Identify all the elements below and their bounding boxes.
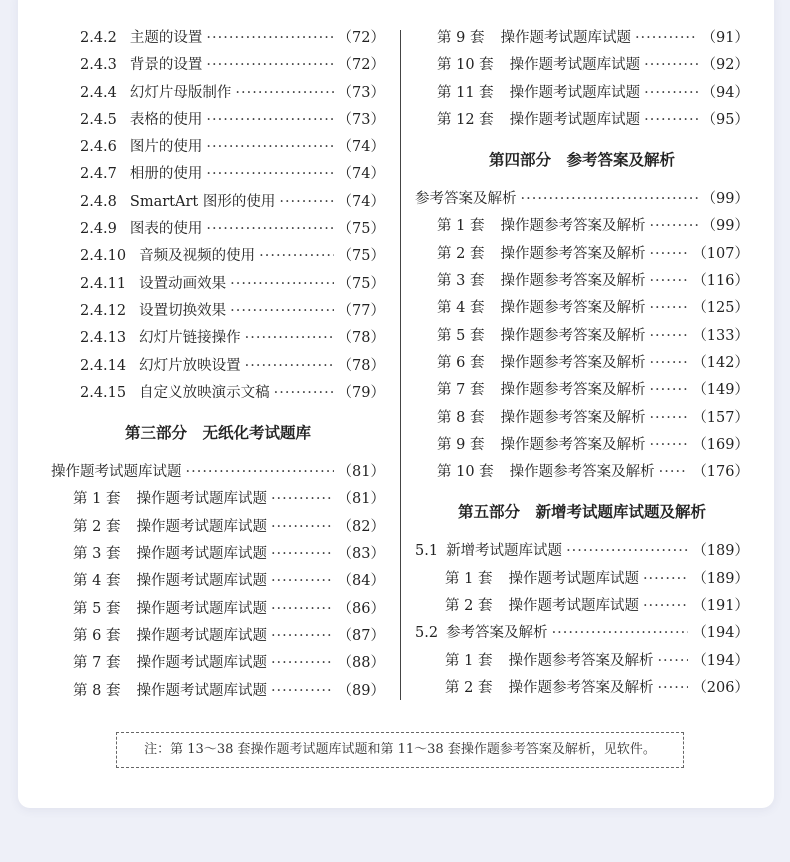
toc-entry[interactable] [51,25,385,52]
toc-entry-page: （189） [692,543,749,560]
column-divider [400,30,401,700]
toc-entry-number: 第 8 套 [437,409,485,426]
toc-entry-page: （87） [337,627,385,644]
toc-entry[interactable] [51,161,385,188]
toc-entry-page: （191） [692,598,749,615]
toc-entry-title: 操作题参考答案及解析 [500,354,646,371]
toc-entry-number: 第 7 套 [437,382,485,399]
toc-entry-title: 设置动画效果 [139,275,227,292]
toc-entry-page: （99） [701,218,749,235]
toc-entry[interactable] [51,596,385,623]
toc-entry-page: （99） [701,191,749,208]
toc-entry-page: （81） [337,491,385,508]
toc-entry-page: （91） [701,30,749,46]
toc-entry-page: （88） [337,655,385,672]
toc-entry-title: 操作题参考答案及解析 [508,679,654,696]
toc-entry-page: （157） [692,409,749,426]
toc-entry-page: （74） [337,166,385,183]
toc-entry-title: SmartArt 图形的使用 [129,193,276,210]
toc-entry-page: （189） [692,570,749,587]
toc-entry-title: 操作题参考答案及解析 [500,382,646,399]
toc-entry-number: 2.4.2 [80,30,117,46]
toc-entry-number: 第 2 套 [437,245,485,262]
toc-entry-number: 2.4.9 [80,221,117,238]
toc-entry-page: （194） [692,625,749,642]
toc-entry[interactable] [51,52,385,79]
toc-entry-page: （86） [337,600,385,617]
leader-dots [649,213,697,240]
toc-entry-number: 第 2 套 [445,598,493,615]
leader-dots [186,459,334,486]
toc-entry-page: （95） [701,111,749,128]
toc-entry-number: 第 10 套 [437,57,494,74]
toc-entry-title: 操作题参考答案及解析 [500,218,646,235]
toc-entry-title: 背景的设置 [129,57,203,74]
toc-entry-title: 操作题考试题库试题 [500,30,631,46]
toc-entry-page: （72） [337,30,385,46]
toc-entry[interactable] [415,675,749,702]
toc-entry-page: （74） [337,139,385,156]
toc-entry-title: 操作题考试题库试题 [136,682,267,699]
toc-entry[interactable] [51,298,385,325]
leader-dots [271,596,334,623]
toc-entry[interactable] [415,268,749,295]
toc-entry-title: 图片的使用 [129,139,203,156]
toc-entry-number: 第 8 套 [73,682,121,699]
toc-entry-title: 操作题考试题库试题 [136,655,267,672]
toc-entry-page: （169） [692,436,749,453]
toc-entry-number: 第 5 套 [73,600,121,617]
toc-entry-page: （73） [337,111,385,128]
toc-entry-title: 操作题考试题库试题 [136,518,267,535]
toc-entry-page: （75） [337,221,385,238]
leader-dots [657,675,688,702]
toc-entry-title: 操作题考试题库试题 [509,111,641,128]
toc-entry-number: 第 2 套 [445,679,493,696]
toc-entry-page: （142） [692,354,749,371]
leader-dots [206,161,333,188]
toc-entry-page: （116） [692,273,749,290]
leader-dots [649,241,688,268]
toc-list-part3 [51,486,385,704]
toc-list-5-1 [415,566,749,621]
toc-entry[interactable] [415,350,749,377]
leader-dots [644,52,697,79]
leader-dots [271,678,334,705]
leader-dots [230,298,333,325]
toc-entry-number: 第 4 套 [437,300,485,317]
toc-entry-page: （84） [337,573,385,590]
toc-entry[interactable] [415,25,749,52]
toc-entry-title: 操作题参考答案及解析 [508,652,654,669]
toc-list-2-4 [51,25,385,407]
toc-entry-page: （194） [692,652,749,669]
leader-dots [644,80,697,107]
toc-entry-number: 第 3 套 [73,546,121,563]
toc-entry-page: （94） [701,84,749,101]
toc-entry-title: 操作题参考答案及解析 [500,300,646,317]
toc-entry-number: 第 5 套 [437,327,485,344]
toc-list-part4 [415,213,749,486]
leader-dots [271,650,334,677]
toc-entry-page: （75） [337,248,385,265]
toc-entry-number: 第 2 套 [73,518,121,535]
toc-entry-number: 2.4.6 [80,139,117,156]
toc-entry[interactable] [415,459,749,486]
leader-dots [643,593,688,620]
toc-entry[interactable] [415,80,749,107]
leader-dots [206,52,333,79]
toc-entry-page: （75） [337,275,385,292]
toc-entry-title: 操作题考试题库试题 [508,570,639,587]
toc-entry[interactable] [51,189,385,216]
toc-entry-number: 第 11 套 [437,84,494,101]
toc-entry-title: 操作题考试题库试题 [136,491,267,508]
toc-entry-number: 5.2 [415,625,439,642]
toc-entry-page: （206） [692,679,749,696]
leader-dots [235,80,333,107]
leader-dots [206,216,333,243]
leader-dots [271,623,334,650]
toc-entry-page: （176） [692,464,749,481]
toc-entry-page: （149） [692,382,749,399]
toc-entry-page: （125） [692,300,749,317]
toc-entry-title: 新增考试题库试题 [446,543,563,560]
toc-entry-page: （79） [337,384,385,401]
toc-entry-page: （73） [337,84,385,101]
toc-entry-number: 2.4.11 [80,275,127,292]
toc-entry-number: 第 1 套 [445,570,493,587]
toc-entry[interactable] [51,243,385,270]
toc-entry-title: 操作题参考答案及解析 [500,409,646,426]
leader-dots [649,268,688,295]
toc-entry-title: 设置切换效果 [139,302,227,319]
toc-entry-title: 自定义放映演示文稿 [139,384,270,401]
leader-dots [643,566,688,593]
toc-entry-number: 第 3 套 [437,273,485,290]
toc-entry-page: （92） [701,57,749,74]
toc-entry-title: 操作题参考答案及解析 [500,436,646,453]
leader-dots [245,325,334,352]
toc-entry[interactable] [51,271,385,298]
leader-dots [649,377,688,404]
toc-entry-number: 2.4.10 [80,248,127,265]
leader-dots [649,432,688,459]
toc-entry-title: 操作题考试题库试题 [136,600,267,617]
toc-entry[interactable] [51,380,385,407]
toc-entry[interactable] [51,678,385,705]
toc-entry-title: 表格的使用 [129,111,203,128]
toc-entry-page: （78） [337,330,385,347]
toc-entry-number: 第 1 套 [437,218,485,235]
toc-entry[interactable] [51,80,385,107]
toc-entry-title: 幻灯片放映设置 [139,357,241,374]
part4-heading: 第四部分 参考答案及解析 [488,151,675,170]
toc-entry-number: 2.4.13 [80,330,127,347]
toc-entry-number: 5.1 [415,543,439,560]
toc-entry[interactable] [415,593,749,620]
toc-entry-page: （74） [337,193,385,210]
toc-entry-number: 2.4.12 [80,302,127,319]
toc-entry-title: 参考答案及解析 [446,625,548,642]
part5-heading: 第五部分 新增考试题库试题及解析 [457,503,706,522]
toc-entry-page: （81） [337,464,385,481]
toc-entry-title: 操作题参考答案及解析 [509,464,655,481]
toc-entry-number: 第 10 套 [437,464,494,481]
toc-list-5-2 [415,648,749,703]
toc-entry[interactable] [51,568,385,595]
toc-entry-page: （82） [337,518,385,535]
part3-heading: 第三部分 无纸化考试题库 [124,424,311,443]
toc-entry-number: 第 9 套 [437,436,485,453]
toc-entry-number: 2.4.8 [80,193,117,210]
leader-dots [635,25,698,52]
toc-entry-number: 第 6 套 [73,627,121,644]
toc-entry-number: 第 9 套 [437,30,485,46]
toc-entry-number: 2.4.4 [80,84,117,101]
toc-entry-5-2[interactable] [415,620,749,647]
toc-entry-page: （77） [337,302,385,319]
leader-dots [649,405,688,432]
leader-dots [649,295,688,322]
leader-dots [649,350,688,377]
toc-entry[interactable] [415,241,749,268]
toc-entry-title: 操作题考试题库试题 [509,57,641,74]
toc-entry-page: （107） [692,245,749,262]
toc-entry[interactable] [415,323,749,350]
toc-entry[interactable] [415,566,749,593]
toc-list-part3-cont [415,25,749,134]
toc-entry-page: （133） [692,327,749,344]
toc-entry-title: 操作题参考答案及解析 [500,273,646,290]
toc-entry[interactable] [51,325,385,352]
toc-entry[interactable] [51,623,385,650]
toc-entry[interactable] [51,134,385,161]
leader-dots [206,134,333,161]
footnote-box: 注：第 13～38 套操作题考试题库试题和第 11～38 套操作题参考答案及解析，见软件。 [116,732,684,768]
toc-entry-part4[interactable] [415,186,749,213]
toc-entry-number: 第 1 套 [445,652,493,669]
toc-entry-title: 图表的使用 [129,221,203,238]
toc-entry-title: 操作题参考答案及解析 [500,327,646,344]
toc-entry-number: 第 12 套 [437,111,494,128]
toc-entry-page: （72） [337,57,385,74]
leader-dots [259,243,333,270]
leader-dots [206,107,333,134]
leader-dots [279,189,333,216]
toc-entry-title: 幻灯片母版制作 [129,84,232,101]
toc-entry[interactable] [415,648,749,675]
toc-entry-number: 第 6 套 [437,354,485,371]
toc-entry-number: 2.4.7 [80,166,117,183]
toc-entry-title: 操作题考试题库试题 [51,464,182,481]
toc-entry[interactable] [415,405,749,432]
toc-entry[interactable] [51,486,385,513]
leader-dots [274,380,334,407]
toc-entry[interactable] [51,514,385,541]
toc-entry-page: （78） [337,357,385,374]
toc-entry[interactable] [415,295,749,322]
toc-entry[interactable] [51,541,385,568]
toc-left-column [51,25,385,705]
leader-dots [230,271,333,298]
leader-dots [659,459,689,486]
toc-entry-title: 操作题考试题库试题 [136,627,267,644]
leader-dots [245,353,334,380]
toc-entry[interactable] [415,377,749,404]
toc-entry[interactable] [51,353,385,380]
toc-entry-title: 操作题考试题库试题 [136,546,267,563]
toc-entry-page: （89） [337,682,385,699]
toc-entry[interactable] [51,650,385,677]
toc-entry-title: 操作题考试题库试题 [509,84,641,101]
toc-entry-title: 操作题考试题库试题 [136,573,267,590]
toc-entry[interactable] [51,216,385,243]
leader-dots [271,514,334,541]
leader-dots [566,538,688,565]
toc-entry-number: 2.4.5 [80,111,117,128]
toc-entry-5-1[interactable] [415,538,749,565]
toc-entry-title: 音频及视频的使用 [139,248,256,265]
toc-entry-title: 相册的使用 [129,166,203,183]
toc-entry[interactable] [51,107,385,134]
toc-entry[interactable] [415,432,749,459]
toc-entry[interactable] [415,213,749,240]
toc-entry-title: 参考答案及解析 [415,191,517,208]
leader-dots [206,25,333,52]
toc-right-column [415,25,749,702]
leader-dots [649,323,688,350]
toc-entry-number: 第 1 套 [73,491,121,508]
leader-dots [521,186,698,213]
toc-entry-number: 2.4.15 [80,384,127,401]
leader-dots [657,648,688,675]
leader-dots [271,541,334,568]
toc-entry[interactable] [415,52,749,79]
toc-entry-number: 2.4.14 [80,357,127,374]
toc-entry-part3[interactable] [51,459,385,486]
toc-entry-title: 幻灯片链接操作 [139,330,241,347]
toc-entry-number: 2.4.3 [80,57,117,74]
leader-dots [552,620,689,647]
toc-entry-number: 第 7 套 [73,655,121,672]
toc-entry[interactable] [415,107,749,134]
toc-entry-title: 操作题考试题库试题 [508,598,639,615]
leader-dots [271,486,334,513]
leader-dots [644,107,697,134]
leader-dots [271,568,334,595]
toc-entry-title: 主题的设置 [129,30,203,46]
toc-entry-number: 第 4 套 [73,573,121,590]
toc-entry-page: （83） [337,546,385,563]
toc-entry-title: 操作题参考答案及解析 [500,245,646,262]
